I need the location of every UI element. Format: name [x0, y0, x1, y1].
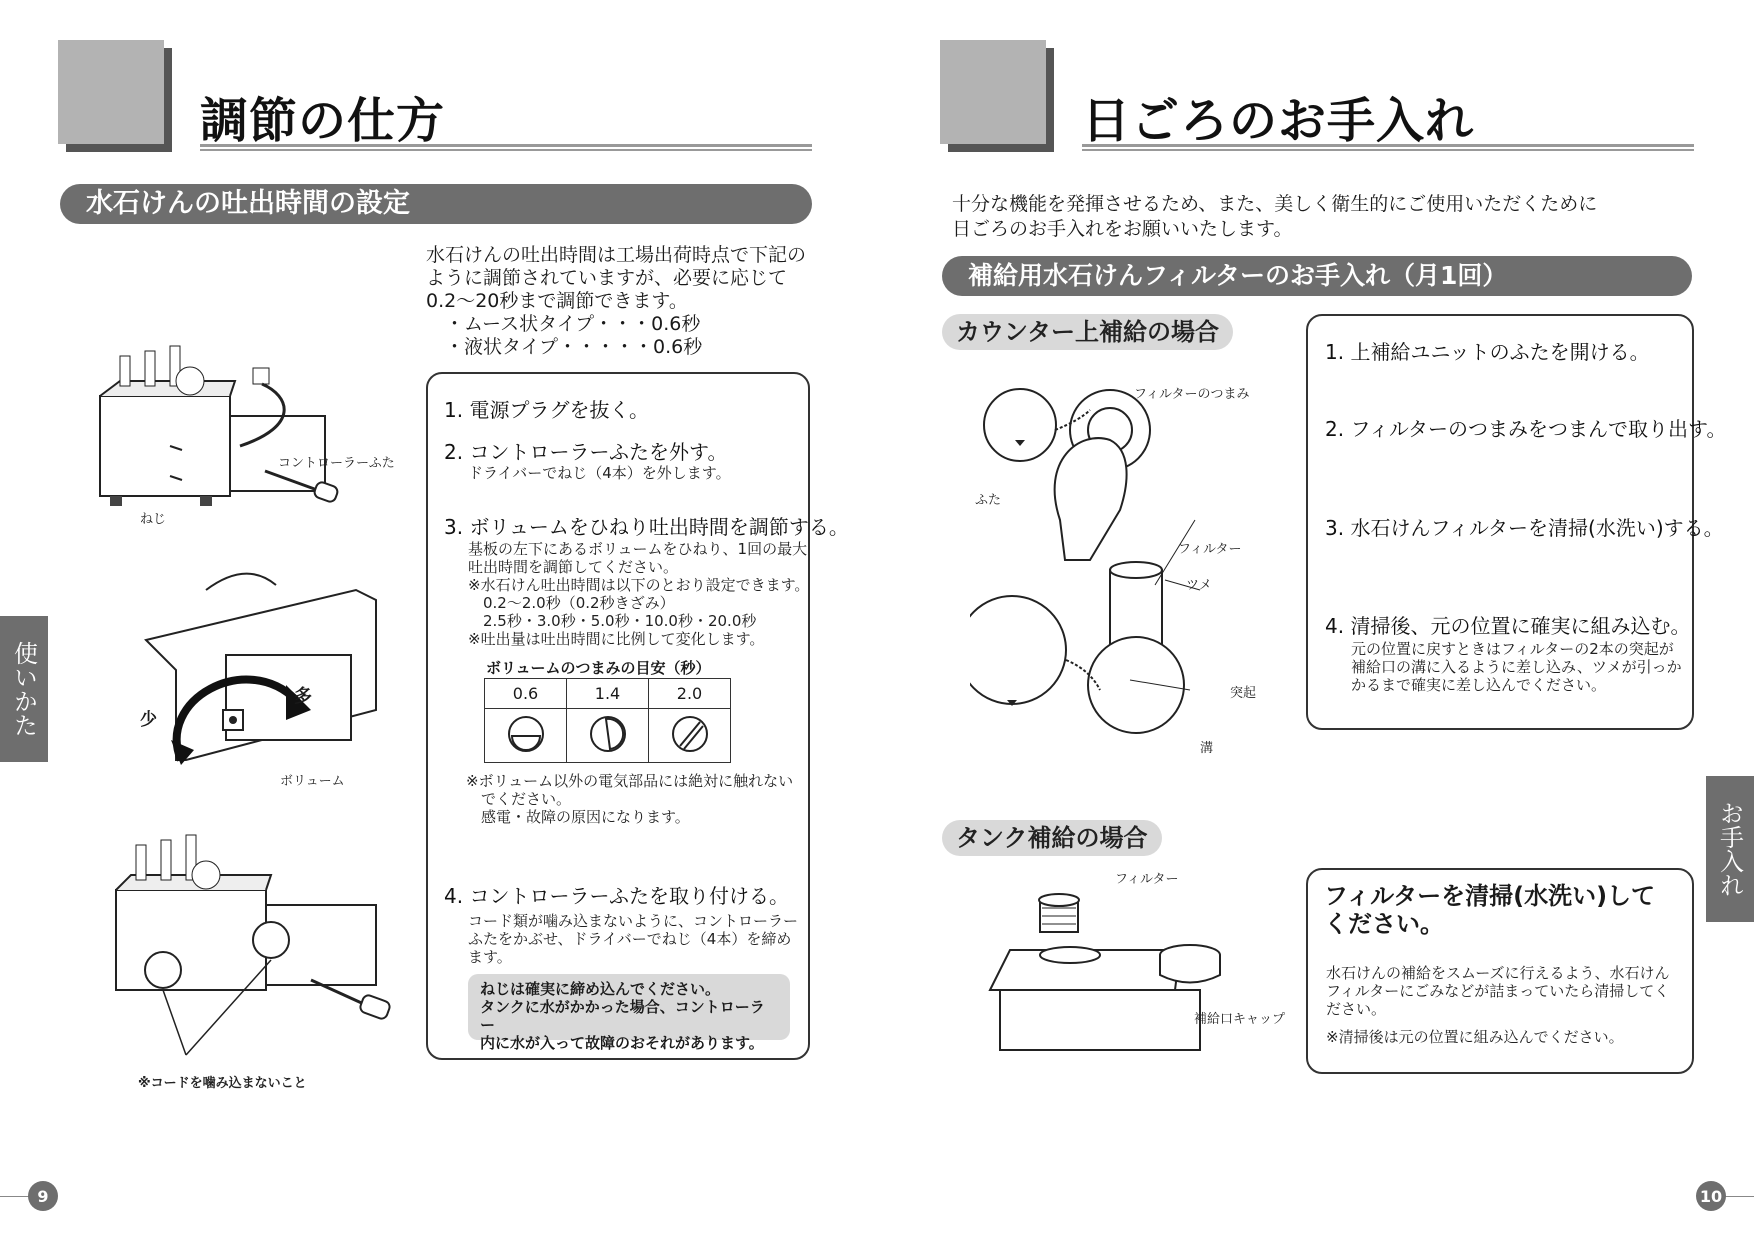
- page-title-right: 日ごろのお手入れ: [1082, 93, 1475, 149]
- knob-icon-20: [649, 709, 731, 763]
- intro-text-right: 十分な機能を発揮させるため、また、美しく衛生的にご使用いただくために 日ごろのお手入れをお願いいたします。: [952, 193, 1598, 240]
- step-2-detail: ドライバーでねじ（4本）を外します。: [468, 464, 731, 482]
- label-filter: フィルター: [1178, 542, 1242, 557]
- step-3: 3. ボリュームをひねり吐出時間を調節する。: [444, 515, 849, 539]
- label-cord-note: ※コードを噛み込まないこと: [138, 1076, 307, 1091]
- title-marker-right: [940, 40, 1046, 144]
- warning-box: ねじは確実に締め込んでください。 タンクに水がかかった場合、コントローラー 内に水が入って故障のおそれがあります。: [468, 974, 790, 1040]
- label-filter-tank: フィルター: [1115, 872, 1179, 887]
- tank-box-title: フィルターを清掃(水洗い)して ください。: [1324, 882, 1656, 938]
- filter-illustration: [970, 380, 1270, 760]
- label-lid: ふた: [975, 493, 1002, 508]
- volume-table-caption: ボリュームのつまみの目安（秒）: [486, 659, 711, 677]
- controller-illustration-1: [90, 336, 410, 536]
- label-cap: 補給口キャップ: [1194, 1012, 1286, 1027]
- volume-value-3: 2.0: [649, 679, 731, 709]
- step-3-detail: 基板の左下にあるボリュームをひねり、1回の最大 吐出時間を調節してください。 ※水石けん吐出時間は以下のとおり設定できます。 0.2～2.0秒（0.2秒きざみ） 2.5秒・3.0秒・5.0秒・10.0秒・20.0秒 ※吐出量は吐出時間に比例して変化します。: [468, 540, 810, 648]
- step-r4: 4. 清掃後、元の位置に確実に組み込む。: [1325, 614, 1691, 638]
- tank-box-body: 水石けんの補給をスムーズに行えるよう、水石けん フィルターにごみなどが詰まっていたら清掃してく ださい。: [1326, 964, 1670, 1018]
- subsection-tank: タンク補給の場合: [942, 820, 1162, 856]
- step-1: 1. 電源プラグを抜く。: [444, 398, 650, 422]
- title-marker: [58, 40, 164, 144]
- controller-illustration-3: [106, 820, 406, 1060]
- volume-table: [484, 678, 731, 763]
- caution-note: ※ボリューム以外の電気部品には絶対に触れない でください。 感電・故障の原因になります。: [466, 772, 794, 826]
- page-title: 調節の仕方: [200, 93, 446, 149]
- section-heading: 水石けんの吐出時間の設定: [60, 184, 812, 224]
- step-r1: 1. 上補給ユニットのふたを開ける。: [1325, 340, 1650, 364]
- label-volume: ボリューム: [280, 774, 345, 789]
- tank-illustration: [980, 880, 1240, 1060]
- step-r3: 3. 水石けんフィルターを清掃(水洗い)する。: [1325, 516, 1724, 540]
- knob-icon-06: [485, 709, 567, 763]
- title-underline-right: [1082, 144, 1694, 151]
- step-2: 2. コントローラーふたを外す。: [444, 440, 728, 464]
- subsection-counter: カウンター上補給の場合: [942, 314, 1233, 350]
- side-tab-care[interactable]: お手入れ: [1706, 776, 1754, 922]
- title-underline: [200, 144, 812, 151]
- label-less: 少: [140, 710, 157, 730]
- label-more: 多: [294, 686, 312, 707]
- page-number-right: 10: [1696, 1181, 1726, 1211]
- label-screw: ねじ: [140, 512, 167, 527]
- section-heading-right: 補給用水石けんフィルターのお手入れ（月1回）: [942, 256, 1692, 296]
- tank-box-note: ※清掃後は元の位置に組み込んでください。: [1326, 1028, 1624, 1046]
- label-protrusion: 突起: [1230, 686, 1257, 701]
- label-groove: 溝: [1200, 741, 1214, 756]
- label-controller-cover: コントローラーふた: [278, 456, 395, 471]
- step-4-detail: コード類が噛み込まないように、コントローラー ふたをかぶせ、ドライバーでねじ（4本）を締め ます。: [468, 912, 799, 966]
- page-number-left: 9: [28, 1181, 58, 1211]
- label-claw: ツメ: [1186, 578, 1212, 593]
- step-4: 4. コントローラーふたを取り付ける。: [444, 884, 790, 908]
- knob-icon-14: [567, 709, 649, 763]
- volume-value-1: 0.6: [485, 679, 567, 709]
- intro-text: 水石けんの吐出時間は工場出荷時点で下記の ように調節されていますが、必要に応じて 0.2～20秒まで調節できます。 ・ムース状タイプ・・・0.6秒 ・液状タイプ・・・・・0.6秒: [426, 244, 807, 358]
- side-tab-usage[interactable]: 使いかた: [0, 616, 48, 762]
- controller-illustration-2: [126, 560, 386, 770]
- step-r2: 2. フィルターのつまみをつまんで取り出す。: [1325, 417, 1727, 441]
- step-r4-detail: 元の位置に戻すときはフィルターの2本の突起が 補給口の溝に入るように差し込み、ツメが引っか かるまで確実に差し込んでください。: [1351, 640, 1682, 694]
- label-filter-knob: フィルターのつまみ: [1134, 387, 1250, 402]
- volume-value-2: 1.4: [567, 679, 649, 709]
